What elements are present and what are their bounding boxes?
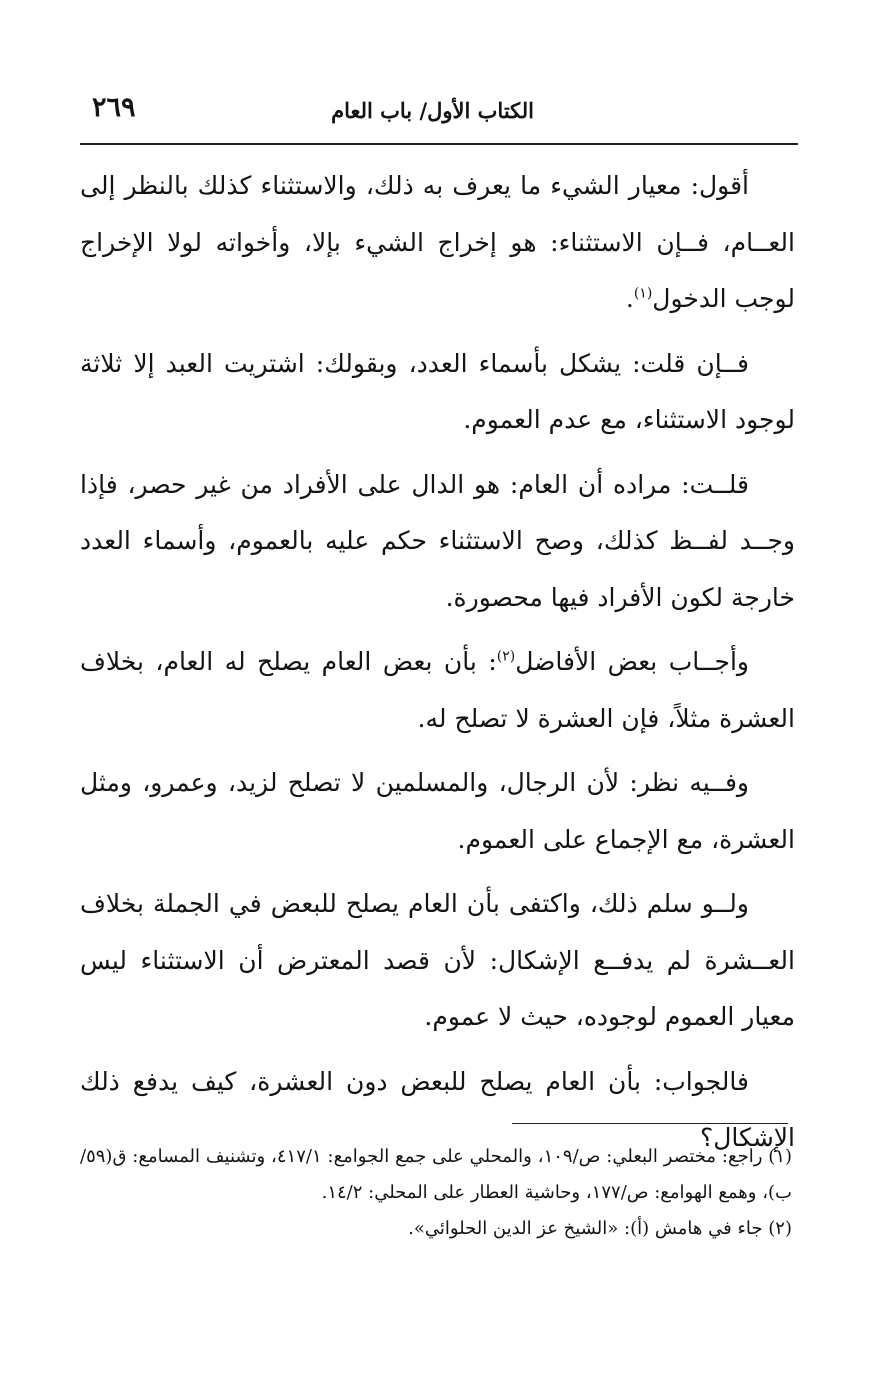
paragraph: وفــيه نظر: لأن الرجال، والمسلمين لا تصلح لزيد، وعمرو، ومثل العشرة، مع الإجماع على العموم. (80, 768, 795, 854)
footnote-ref: (١) (633, 285, 653, 302)
footnotes (80, 1139, 792, 1247)
page-header (80, 92, 798, 136)
footnote-ref: (٢) (496, 648, 516, 665)
paragraph: وأجــاب بعض الأفاضل$^{(٢)}$: بأن بعض العام يصلح له العام، بخلاف العشرة مثلاً، فإن العشرة لا تصلح له. (80, 647, 795, 733)
paragraph: قلــت: مراده أن العام: هو الدال على الأفراد من غير حصر، فإذا وجــد لفــظ كذلك، وصح الاستثناء حكم عليه بالعموم، وأسماء العدد خارجة لكون الأفراد فيها محصورة. (80, 469, 795, 612)
paragraph: فــإن قلت: يشكل بأسماء العدد، وبقولك: اشتريت العبد إلا ثلاثة لوجود الاستثناء، مع عدم العموم. (80, 348, 795, 434)
footnote-separator (512, 1123, 788, 1124)
page-number: ٢٦٩ (92, 92, 136, 123)
paragraph: ولــو سلم ذلك، واكتفى بأن العام يصلح للبعض في الجملة بخلاف العــشرة لم يدفــع الإشكال: لأن قصد المعترض أن الاستثناء ليس معيار العموم لوجوده، حيث لا عموم. (80, 889, 795, 1031)
paragraph: أقول: معيار الشيء ما يعرف به ذلك، والاستثناء كذلك بالنظر إلى العــام، فــإن الاستثناء: هو إخراج الشيء بإلا، وأخواته لولا الإخراج لوجب الدخول$^{(١)}$. (80, 171, 795, 313)
paragraph: فالجواب: بأن العام يصلح للبعض دون العشرة، كيف يدفع ذلك الإشكال؟ (80, 1066, 795, 1152)
header-rule (80, 143, 798, 145)
main-text (80, 158, 795, 1175)
footnote: (١) راجع: مختصر البعلي: ص/١٠٩، والمحلي على جمع الجوامع: ٤١٧/١، وتشنيف المسامع: ق(٥٩/ب)، وهمع الهوامع: ص/١٧٧، وحاشية العطار على المحلي: ١٤/٢. (80, 1146, 793, 1203)
running-head: الكتاب الأول/ باب العام (331, 98, 534, 123)
footnote: (٢) جاء في هامش (أ): «الشيخ عز الدين الحلوائي». (408, 1218, 792, 1239)
